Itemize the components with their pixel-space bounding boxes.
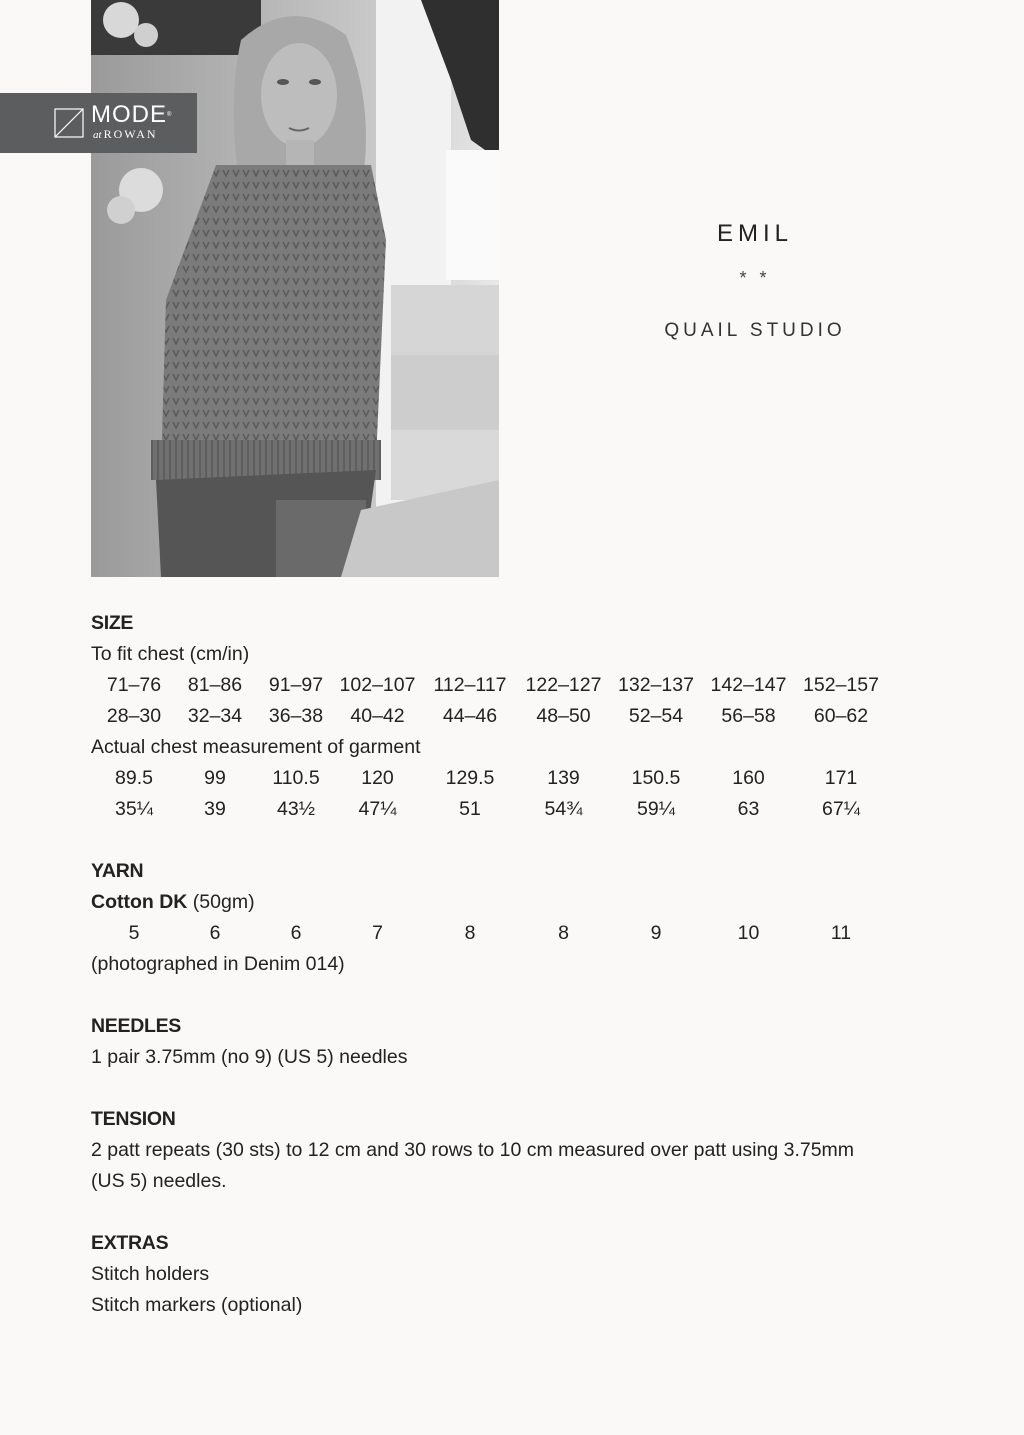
- size-cell: 142–147: [710, 674, 787, 696]
- yarn-name: Cotton DK: [91, 891, 188, 913]
- size-cell: 59¼: [637, 798, 675, 820]
- size-cell: 89.5: [115, 767, 153, 789]
- quantity-cell: 11: [830, 922, 852, 944]
- size-cell: 39: [204, 798, 226, 820]
- size-cell: 60–62: [813, 705, 869, 727]
- size-cell: 43½: [277, 798, 315, 820]
- needles-text: 1 pair 3.75mm (no 9) (US 5) needles: [91, 1046, 408, 1068]
- size-cell: 139: [547, 767, 580, 789]
- quantity-cell: 6: [290, 922, 302, 944]
- size-cell: 63: [737, 798, 760, 820]
- size-cell: 48–50: [536, 705, 591, 727]
- yarn-heading: YARN: [91, 860, 144, 882]
- actual-in-row: [91, 794, 931, 825]
- size-cell: 40–42: [350, 705, 405, 727]
- size-cell: 132–137: [618, 674, 694, 696]
- tension-text-line2: (US 5) needles.: [91, 1170, 227, 1192]
- extras-item: Stitch markers (optional): [91, 1294, 303, 1316]
- yarn-weight: (50gm): [187, 891, 255, 913]
- tension-heading: TENSION: [91, 1108, 176, 1130]
- size-cell: 91–97: [268, 674, 324, 696]
- size-cell: 71–76: [106, 674, 162, 696]
- size-cell: 160: [732, 767, 765, 789]
- size-cell: 81–86: [187, 674, 243, 696]
- size-cell: 67¼: [822, 798, 860, 820]
- size-cell: 35¼: [115, 798, 153, 820]
- size-cell: 44–46: [442, 705, 498, 727]
- size-cell: 171: [824, 767, 858, 789]
- size-heading: SIZE: [91, 612, 134, 634]
- size-cell: 120: [361, 767, 394, 789]
- logo-mark-icon: [54, 108, 84, 138]
- model-photo: [91, 0, 499, 577]
- size-cell: 51: [459, 798, 481, 820]
- extras-heading: EXTRAS: [91, 1232, 169, 1254]
- brand-name: MODE®: [91, 101, 173, 128]
- brand-subtitle: at ROWAN: [93, 127, 158, 141]
- needles-heading: NEEDLES: [91, 1015, 182, 1037]
- size-cell: 112–117: [433, 674, 507, 696]
- size-cell: 54¾: [544, 798, 583, 820]
- to-fit-cm-row: [91, 670, 931, 701]
- quantity-cell: 6: [209, 922, 221, 944]
- size-cell: 47¼: [358, 798, 397, 820]
- size-cell: 122–127: [525, 674, 602, 696]
- quantity-cell: 7: [372, 922, 383, 944]
- size-cell: 110.5: [272, 767, 320, 789]
- tension-text-line1: 2 patt repeats (30 sts) to 12 cm and 30 rows to 10 cm measured over patt using 3.75mm: [91, 1139, 855, 1161]
- to-fit-label: To fit chest (cm/in): [91, 643, 250, 665]
- pattern-details: [91, 608, 931, 1321]
- quantity-cell: 9: [650, 922, 662, 944]
- yarn-colour-note: (photographed in Denim 014): [91, 953, 345, 975]
- quantity-cell: 5: [128, 922, 140, 944]
- extras-item: Stitch holders: [91, 1263, 210, 1285]
- size-cell: 150.5: [631, 767, 681, 789]
- actual-chest-label: Actual chest measurement of garment: [91, 736, 421, 758]
- designer-name: QUAIL STUDIO: [664, 320, 846, 341]
- difficulty-rating: * *: [739, 268, 771, 288]
- size-cell: 99: [204, 767, 226, 789]
- size-cell: 56–58: [721, 705, 776, 727]
- size-cell: 52–54: [628, 705, 684, 727]
- quantity-cell: 10: [737, 922, 760, 944]
- size-cell: 129.5: [445, 767, 495, 789]
- size-cell: 36–38: [268, 705, 324, 727]
- size-cell: 32–34: [187, 705, 243, 727]
- mode-at-rowan-logo: [0, 93, 197, 153]
- size-cell: 152–157: [803, 674, 879, 696]
- size-cell: 102–107: [339, 674, 416, 696]
- quantity-cell: 8: [464, 922, 476, 944]
- pattern-title: EMIL: [716, 220, 793, 247]
- to-fit-in-row: [91, 701, 931, 732]
- yarn-quantity-row: [91, 918, 931, 949]
- actual-cm-row: [91, 763, 931, 794]
- yarn-name-line: [91, 887, 931, 918]
- size-cell: 28–30: [106, 705, 162, 727]
- quantity-cell: 8: [558, 922, 569, 944]
